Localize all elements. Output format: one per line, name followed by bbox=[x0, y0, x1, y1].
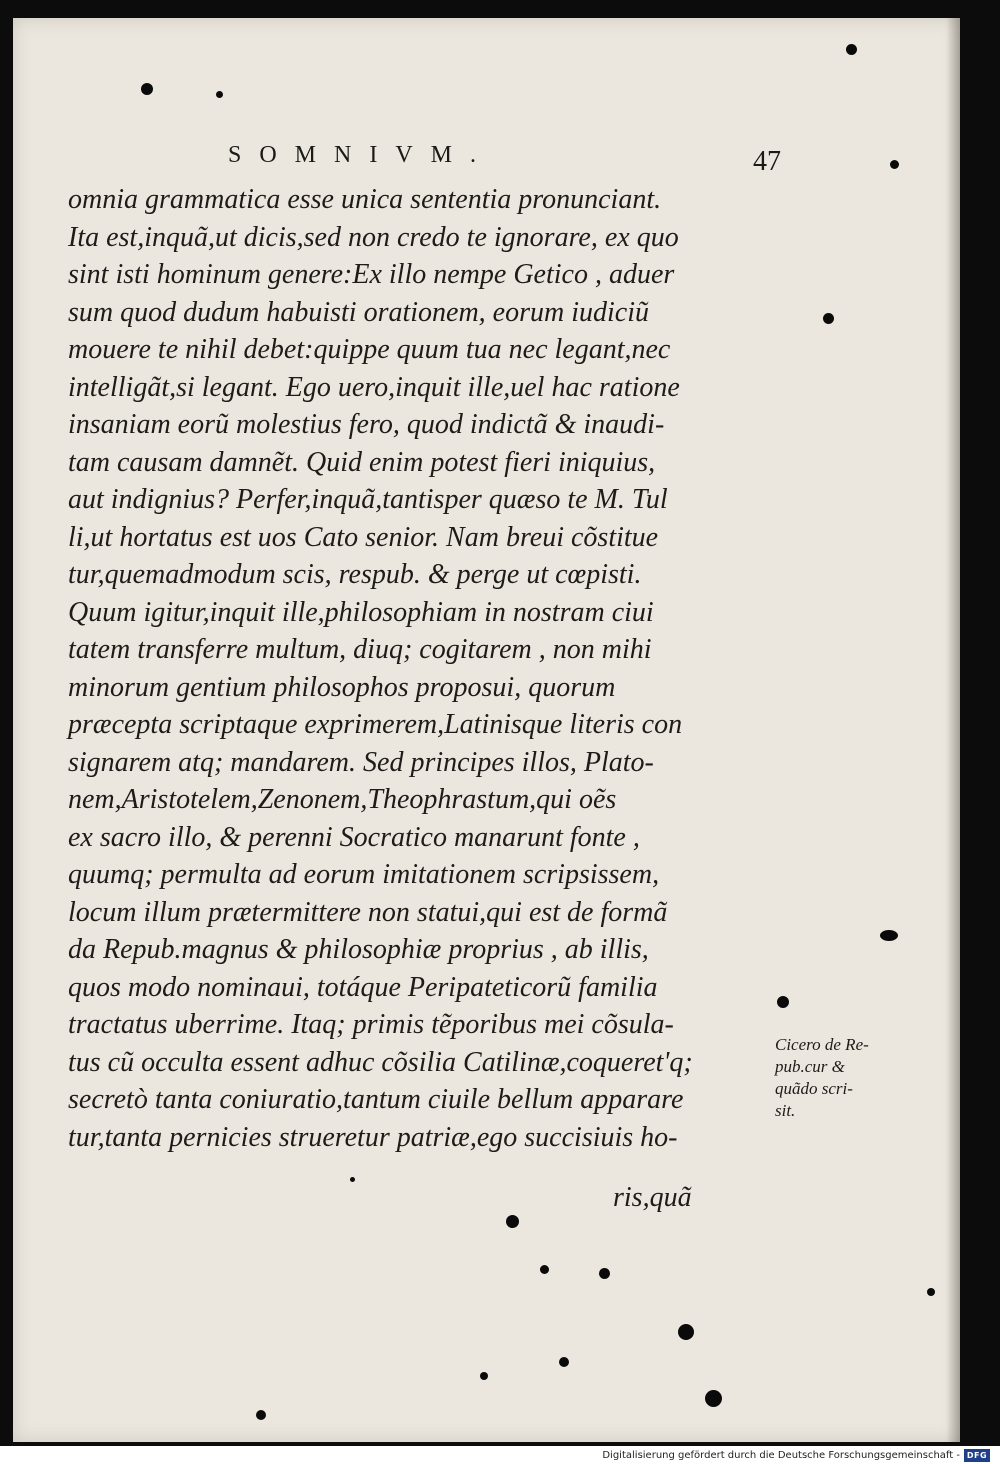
text-line: quos modo nominaui, totáque Peripateticorũ familia bbox=[68, 971, 658, 1003]
marginal-note-line: quãdo scri- bbox=[775, 1079, 853, 1098]
text-line: tus cũ occulta essent adhuc cõsilia Catilinæ,coqueret'q; bbox=[68, 1046, 693, 1078]
text-line: tam causam damnẽt. Quid enim potest fieri iniquius, bbox=[68, 446, 656, 478]
marginal-note-line: Cicero de Re- bbox=[775, 1035, 869, 1054]
running-title: SOMNIVM. bbox=[228, 142, 495, 168]
ink-spot bbox=[350, 1177, 355, 1182]
ink-spot bbox=[480, 1372, 488, 1380]
text-line: insaniam eorũ molestius fero, quod indictã & inaudi- bbox=[68, 409, 665, 440]
text-line: li,ut hortatus est uos Cato senior. Nam breui cõstitue bbox=[68, 521, 659, 553]
ink-spot bbox=[540, 1265, 549, 1274]
text-line: tractatus uberrime. Itaq; primis tẽporibus mei cõsula- bbox=[68, 1009, 674, 1040]
ink-spot bbox=[890, 160, 899, 169]
ink-spot bbox=[599, 1268, 610, 1279]
ink-spot bbox=[705, 1390, 722, 1407]
ink-spot bbox=[216, 91, 223, 98]
text-line: secretò tanta coniuratio,tantum ciuile bellum apparare bbox=[68, 1084, 684, 1115]
text-line: ex sacro illo, & perenni Socratico manarunt fonte , bbox=[68, 821, 640, 853]
ink-spot bbox=[880, 930, 898, 941]
ink-spot bbox=[678, 1324, 694, 1340]
page-edge-shadow bbox=[946, 18, 960, 1442]
text-line: da Repub.magnus & philosophiæ proprius , ab illis, bbox=[68, 934, 649, 965]
book-page bbox=[13, 18, 960, 1442]
dfg-logo: DFG bbox=[964, 1449, 990, 1462]
body-text bbox=[68, 181, 768, 1156]
text-line: locum illum prætermittere non statui,qui est de formã bbox=[68, 896, 668, 928]
text-line: præcepta scriptaque exprimerem,Latinisque literis con bbox=[68, 709, 683, 740]
ink-spot bbox=[777, 996, 789, 1008]
funding-credit: Digitalisierung gefördert durch die Deutsche Forschungsgemeinschaft - bbox=[602, 1449, 960, 1461]
text-line: aut indignius? Perfer,inquã,tantisper quæso te M. Tul bbox=[68, 484, 668, 515]
text-line: sint isti hominum genere:Ex illo nempe Getico , aduer bbox=[68, 259, 675, 290]
ink-spot bbox=[823, 313, 834, 324]
marginal-note-line: pub.cur & bbox=[775, 1057, 845, 1076]
marginal-note-line: sit. bbox=[775, 1101, 796, 1120]
ink-spot bbox=[506, 1215, 519, 1228]
ink-spot bbox=[846, 44, 857, 55]
text-line: minorum gentium philosophos proposui, quorum bbox=[68, 671, 616, 703]
ink-spot bbox=[559, 1357, 569, 1367]
ink-spot bbox=[141, 83, 153, 95]
text-line: intelligãt,si legant. Ego uero,inquit ille,uel hac ratione bbox=[68, 371, 680, 403]
text-line: tatem transferre multum, diuq; cogitarem , non mihi bbox=[68, 634, 652, 665]
text-line: signarem atq; mandarem. Sed principes illos, Plato- bbox=[68, 746, 654, 778]
text-line: nem,Aristotelem,Zenonem,Theophrastum,qui oẽs bbox=[68, 784, 617, 815]
catchword: ris,quã bbox=[613, 1182, 692, 1213]
ink-spot bbox=[256, 1410, 266, 1420]
text-line: Ita est,inquã,ut dicis,sed non credo te ignorare, ex quo bbox=[68, 221, 679, 253]
page-number: 47 bbox=[753, 146, 781, 177]
footer bbox=[602, 1447, 990, 1463]
ink-spot bbox=[927, 1288, 935, 1296]
text-line: omnia grammatica esse unica sententia pronunciant. bbox=[68, 184, 662, 215]
text-line: tur,tanta pernicies strueretur patriæ,ego succisiuis ho- bbox=[68, 1121, 678, 1153]
text-line: Quum igitur,inquit ille,philosophiam in nostram ciui bbox=[68, 596, 654, 628]
page-header bbox=[13, 142, 960, 182]
text-line: sum quod dudum habuisti orationem, eorum iudiciũ bbox=[68, 296, 649, 328]
text-line: mouere te nihil debet:quippe quum tua nec legant,nec bbox=[68, 334, 671, 365]
text-line: tur,quemadmodum scis, respub. & perge ut cœpisti. bbox=[68, 559, 642, 590]
marginal-note bbox=[775, 1034, 905, 1122]
text-line: quumq; permulta ad eorum imitationem scripsissem, bbox=[68, 859, 660, 890]
